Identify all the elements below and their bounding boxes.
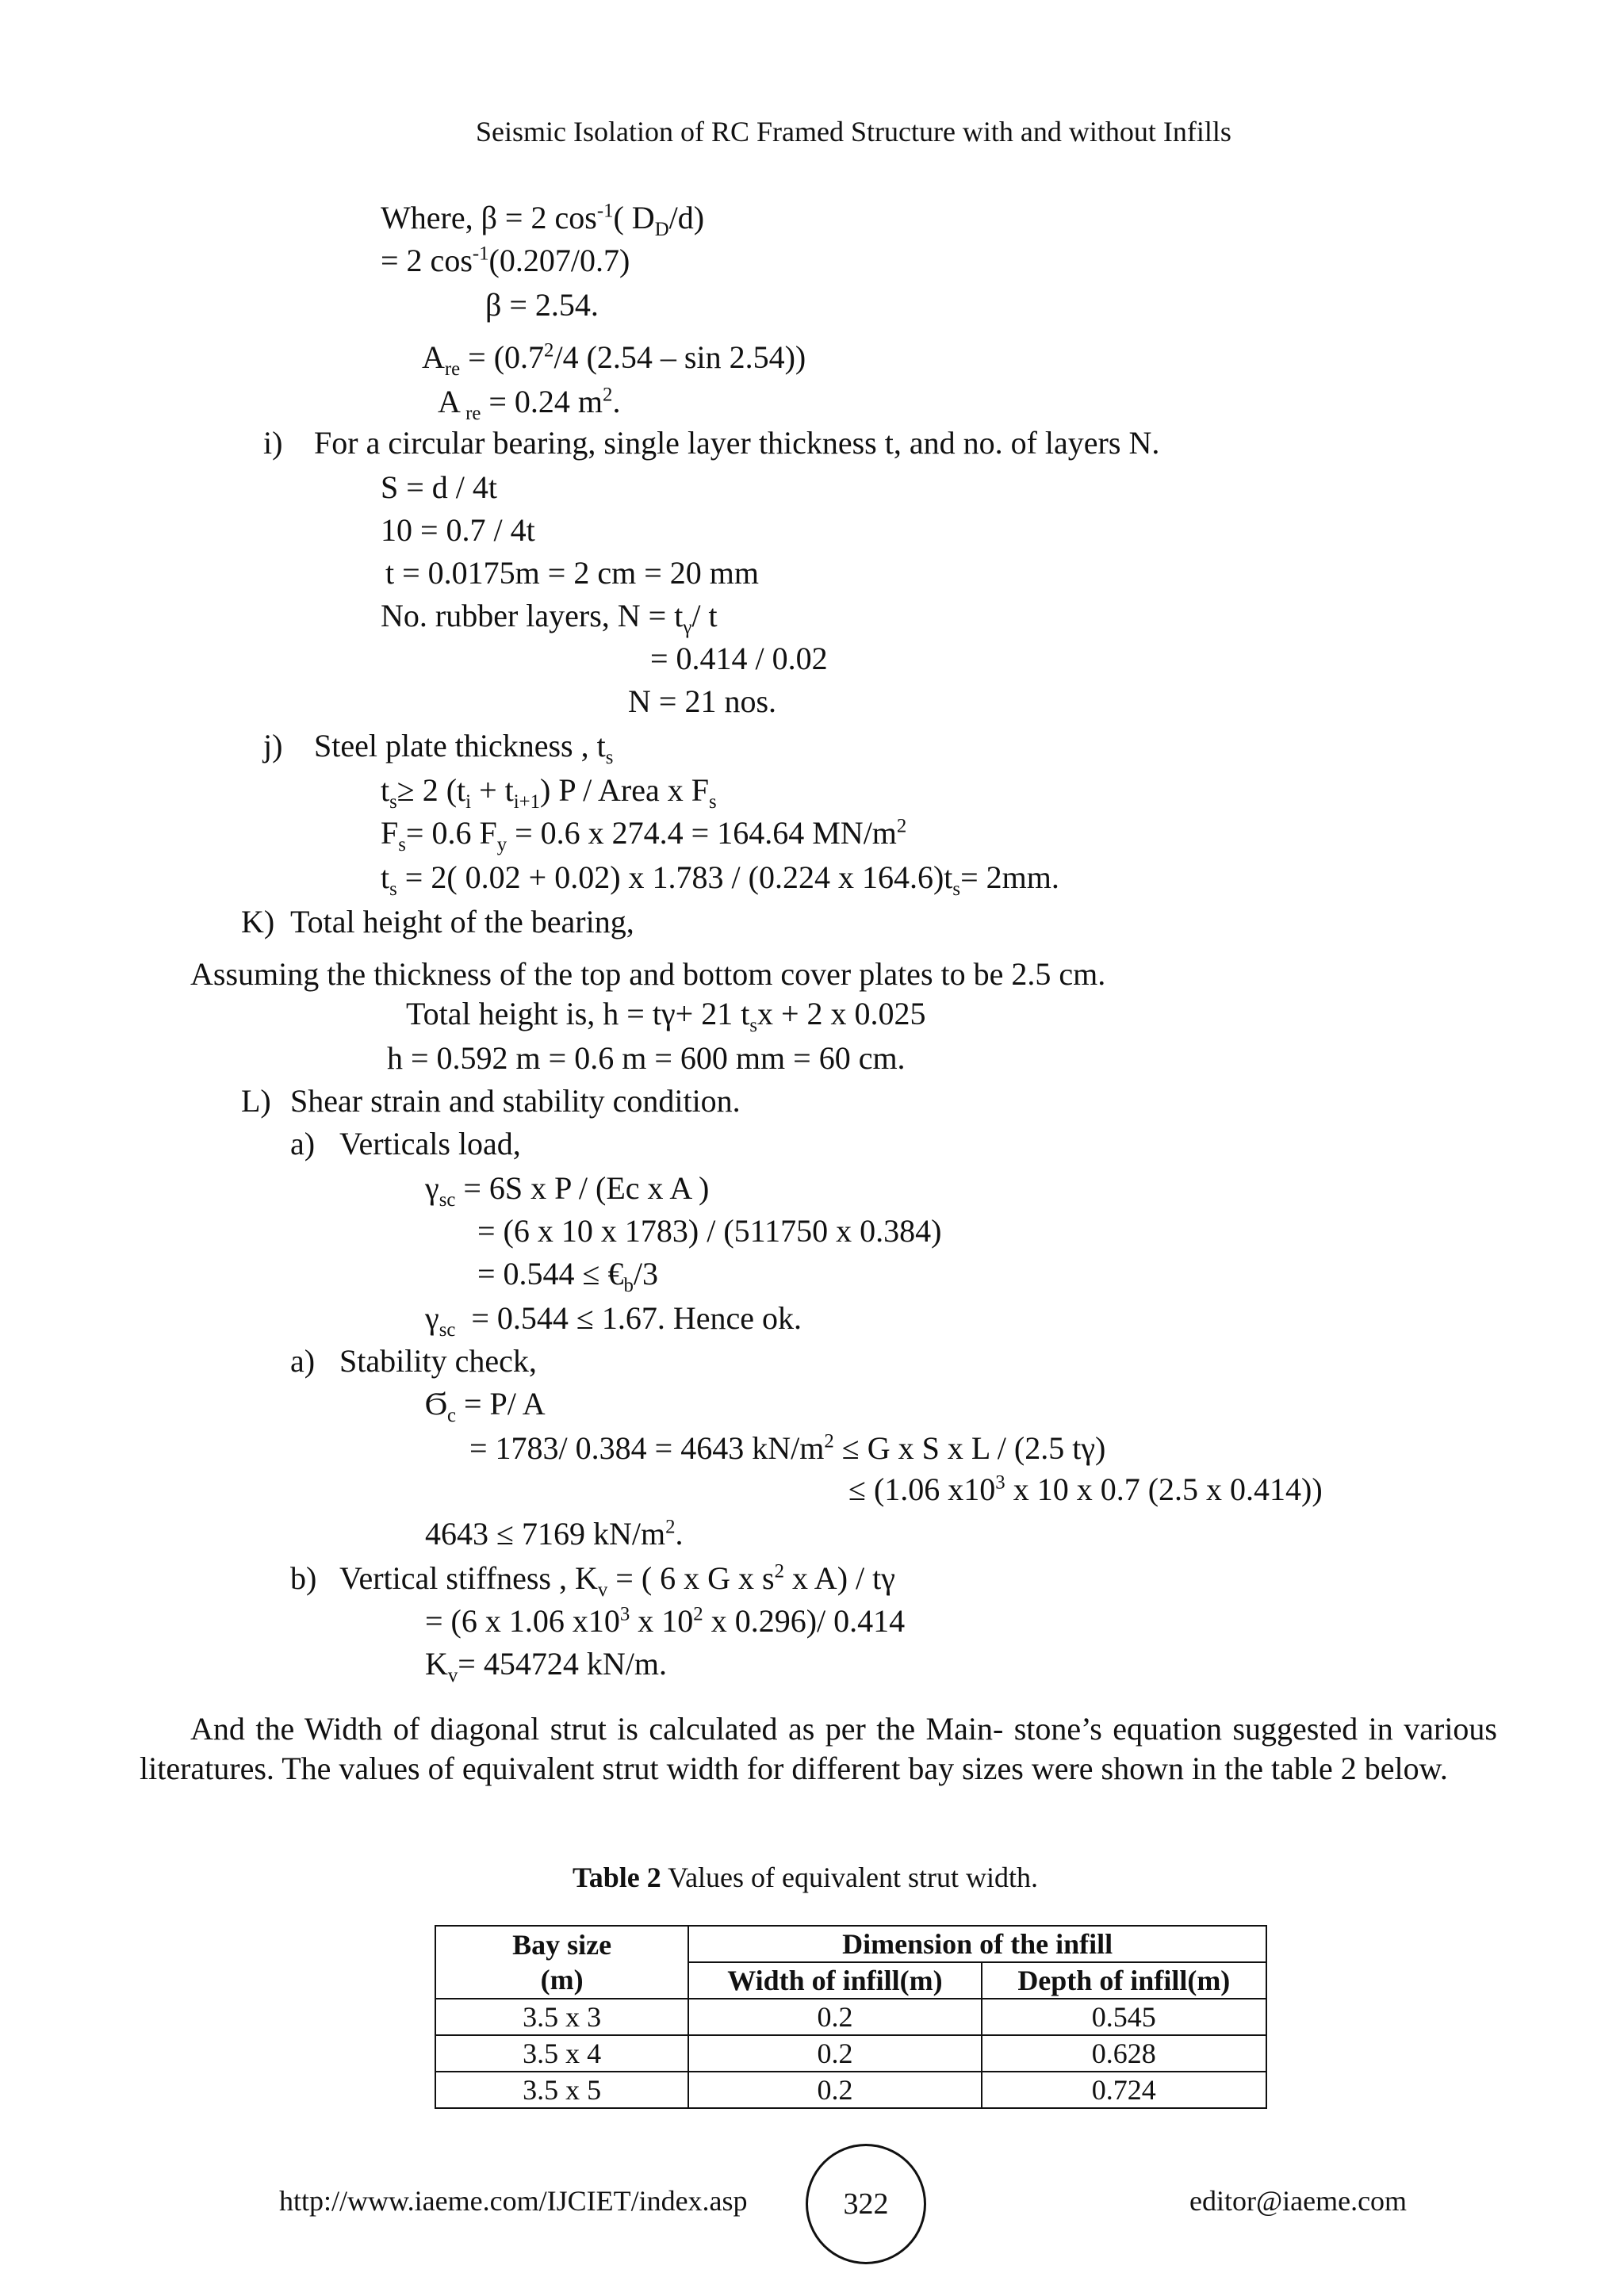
stress-check: = 1783/ 0.384 = 4643 $kN/m^2 \le G$ x S x L / (2.5 tγ) bbox=[469, 1430, 1106, 1466]
cell-depth: 0.724 bbox=[982, 2072, 1266, 2108]
body-paragraph: And the Width of diagonal strut is calculated as per the Main- stone’s equation suggested in various literatures. The values of equivalent strut width for different bay sizes were shown in the table 2 below. bbox=[140, 1711, 1497, 1786]
page-number: 322 bbox=[806, 2144, 926, 2264]
item-marker-l: L) bbox=[241, 1083, 271, 1119]
cell-bay: 3.5 x 4 bbox=[435, 2035, 688, 2072]
subitem-b-text: Vertical stiffness , $K_v$ = ( 6 x G x $s^2$ x A) / tγ bbox=[339, 1560, 895, 1601]
subitem-a2-text: Stability check, bbox=[339, 1343, 537, 1379]
item-j-text: Steel plate thickness , $t_s$ bbox=[314, 728, 614, 768]
stress-eq: $Ϭ_c = P/$ A bbox=[425, 1386, 546, 1426]
cell-width: 0.2 bbox=[688, 2072, 981, 2108]
header-depth: Depth of infill(m) bbox=[982, 1962, 1266, 1999]
layer-thickness: t = 0.0175m = 2 cm = 20 mm bbox=[385, 555, 759, 591]
stiffness-sub: = (6 x 1.06 $x10^3$ x $10^2$ x 0.296)/ 0.414 bbox=[425, 1603, 906, 1639]
cell-depth: 0.628 bbox=[982, 2035, 1266, 2072]
total-height-result: h = 0.592 m = 0.6 m = 600 mm = 60 cm. bbox=[387, 1040, 906, 1076]
cell-width: 0.2 bbox=[688, 1999, 981, 2035]
item-k-text: Total height of the bearing, bbox=[290, 904, 634, 939]
shear-strain-check: $\gamma_{sc} = 0.544 \le 1.67$. Hence ok. bbox=[425, 1300, 802, 1341]
header-width: Width of infill(m) bbox=[688, 1962, 981, 1999]
shear-strain-sub: = (6 x 10 x 1783) / (511750 x 0.384) bbox=[477, 1213, 942, 1249]
stiffness-result: $K_v= 454724$ kN/m. bbox=[425, 1646, 667, 1686]
shear-strain-value: = $0.544 \le €_b/3$ bbox=[477, 1256, 659, 1296]
beta-equation: Where, β = 2 $\cos^{-1}$( $D_D/d$) bbox=[381, 200, 705, 240]
subitem-marker-a2: a) bbox=[290, 1343, 316, 1379]
cover-plate-assumption: Assuming the thickness of the top and bottom cover plates to be 2.5 cm. bbox=[190, 956, 1106, 992]
shear-strain-eq: $\gamma_{sc} = 6S$ x P / (Ec x A ) bbox=[425, 1170, 710, 1211]
allowable-stress-eq: $F_s= 0.6$ $F_y = 0.6$ x 274.4 = 164.64 $MN/m^2$ bbox=[381, 815, 907, 855]
cell-depth: 0.545 bbox=[982, 1999, 1266, 2035]
are-equation: $A_{re} = (0.7^2/4$ (2.54 – sin 2.54)) bbox=[422, 339, 806, 380]
subitem-a-text: Verticals load, bbox=[339, 1126, 521, 1161]
plate-thickness-result: $t_s = 2$( 0.02 + 0.02) x 1.783 / (0.224 x $164.6)t_s= 2mm$. bbox=[381, 859, 1059, 900]
plate-thickness-eq: $t_s\ge 2$ $(t_i + t_{i+1})$ P / Area x $F_s$ bbox=[381, 772, 717, 813]
footer-email[interactable]: editor@iaeme.com bbox=[1189, 2185, 1408, 2217]
cell-bay: 3.5 x 3 bbox=[435, 1999, 688, 2035]
footer-url[interactable]: http://www.iaeme.com/IJCIET/index.asp bbox=[279, 2185, 748, 2217]
header-bay-size: Bay size (m) bbox=[435, 1926, 688, 1999]
rubber-layers-sub: = 0.414 / 0.02 bbox=[650, 641, 828, 676]
subitem-marker-a: a) bbox=[290, 1126, 316, 1161]
cell-bay: 3.5 x 5 bbox=[435, 2072, 688, 2108]
table-row bbox=[435, 2072, 1266, 2108]
strut-width-table bbox=[435, 1925, 1267, 2109]
rubber-layers-result: N = 21 nos. bbox=[628, 683, 777, 719]
running-header: Seismic Isolation of RC Framed Structure with and without Infills bbox=[476, 116, 1231, 147]
beta-result: β = 2.54. bbox=[485, 287, 599, 323]
table-caption: Table 2 Values of equivalent strut width. bbox=[573, 1862, 1038, 1893]
item-i-text: For a circular bearing, single layer thickness t, and no. of layers N. bbox=[314, 425, 1160, 461]
item-l-text: Shear strain and stability condition. bbox=[290, 1083, 741, 1119]
item-marker-i: i) bbox=[263, 425, 283, 461]
stress-result: 4643 ≤ 7169 $kN/m^2$. bbox=[425, 1516, 684, 1552]
cell-width: 0.2 bbox=[688, 2035, 981, 2072]
subitem-marker-b: b) bbox=[290, 1560, 317, 1596]
total-height-eq: Total height is, h = tγ+ 21 $t_sx + 2$ x 0.025 bbox=[406, 996, 926, 1036]
shape-factor-sub: 10 = 0.7 / 4t bbox=[381, 512, 535, 548]
shape-factor-eq: S = d / 4t bbox=[381, 469, 498, 505]
table-row bbox=[435, 2035, 1266, 2072]
beta-step: = 2 $\cos^{-1}(0.207/0.7)$ bbox=[381, 243, 630, 278]
stress-limit: ≤ (1.06 $x10^3$ x 10 x 0.7 (2.5 x 0.414)) bbox=[848, 1471, 1323, 1507]
table-row bbox=[435, 1999, 1266, 2035]
item-marker-j: j) bbox=[263, 728, 283, 763]
rubber-layers-eq: No. rubber layers, $N = t_\gamma/$ t bbox=[381, 598, 718, 638]
item-marker-k: K) bbox=[241, 904, 275, 939]
are-result: A $_{re}$ = 0.24 $m^2$. bbox=[438, 384, 621, 424]
header-dimension: Dimension of the infill bbox=[688, 1926, 1266, 1962]
